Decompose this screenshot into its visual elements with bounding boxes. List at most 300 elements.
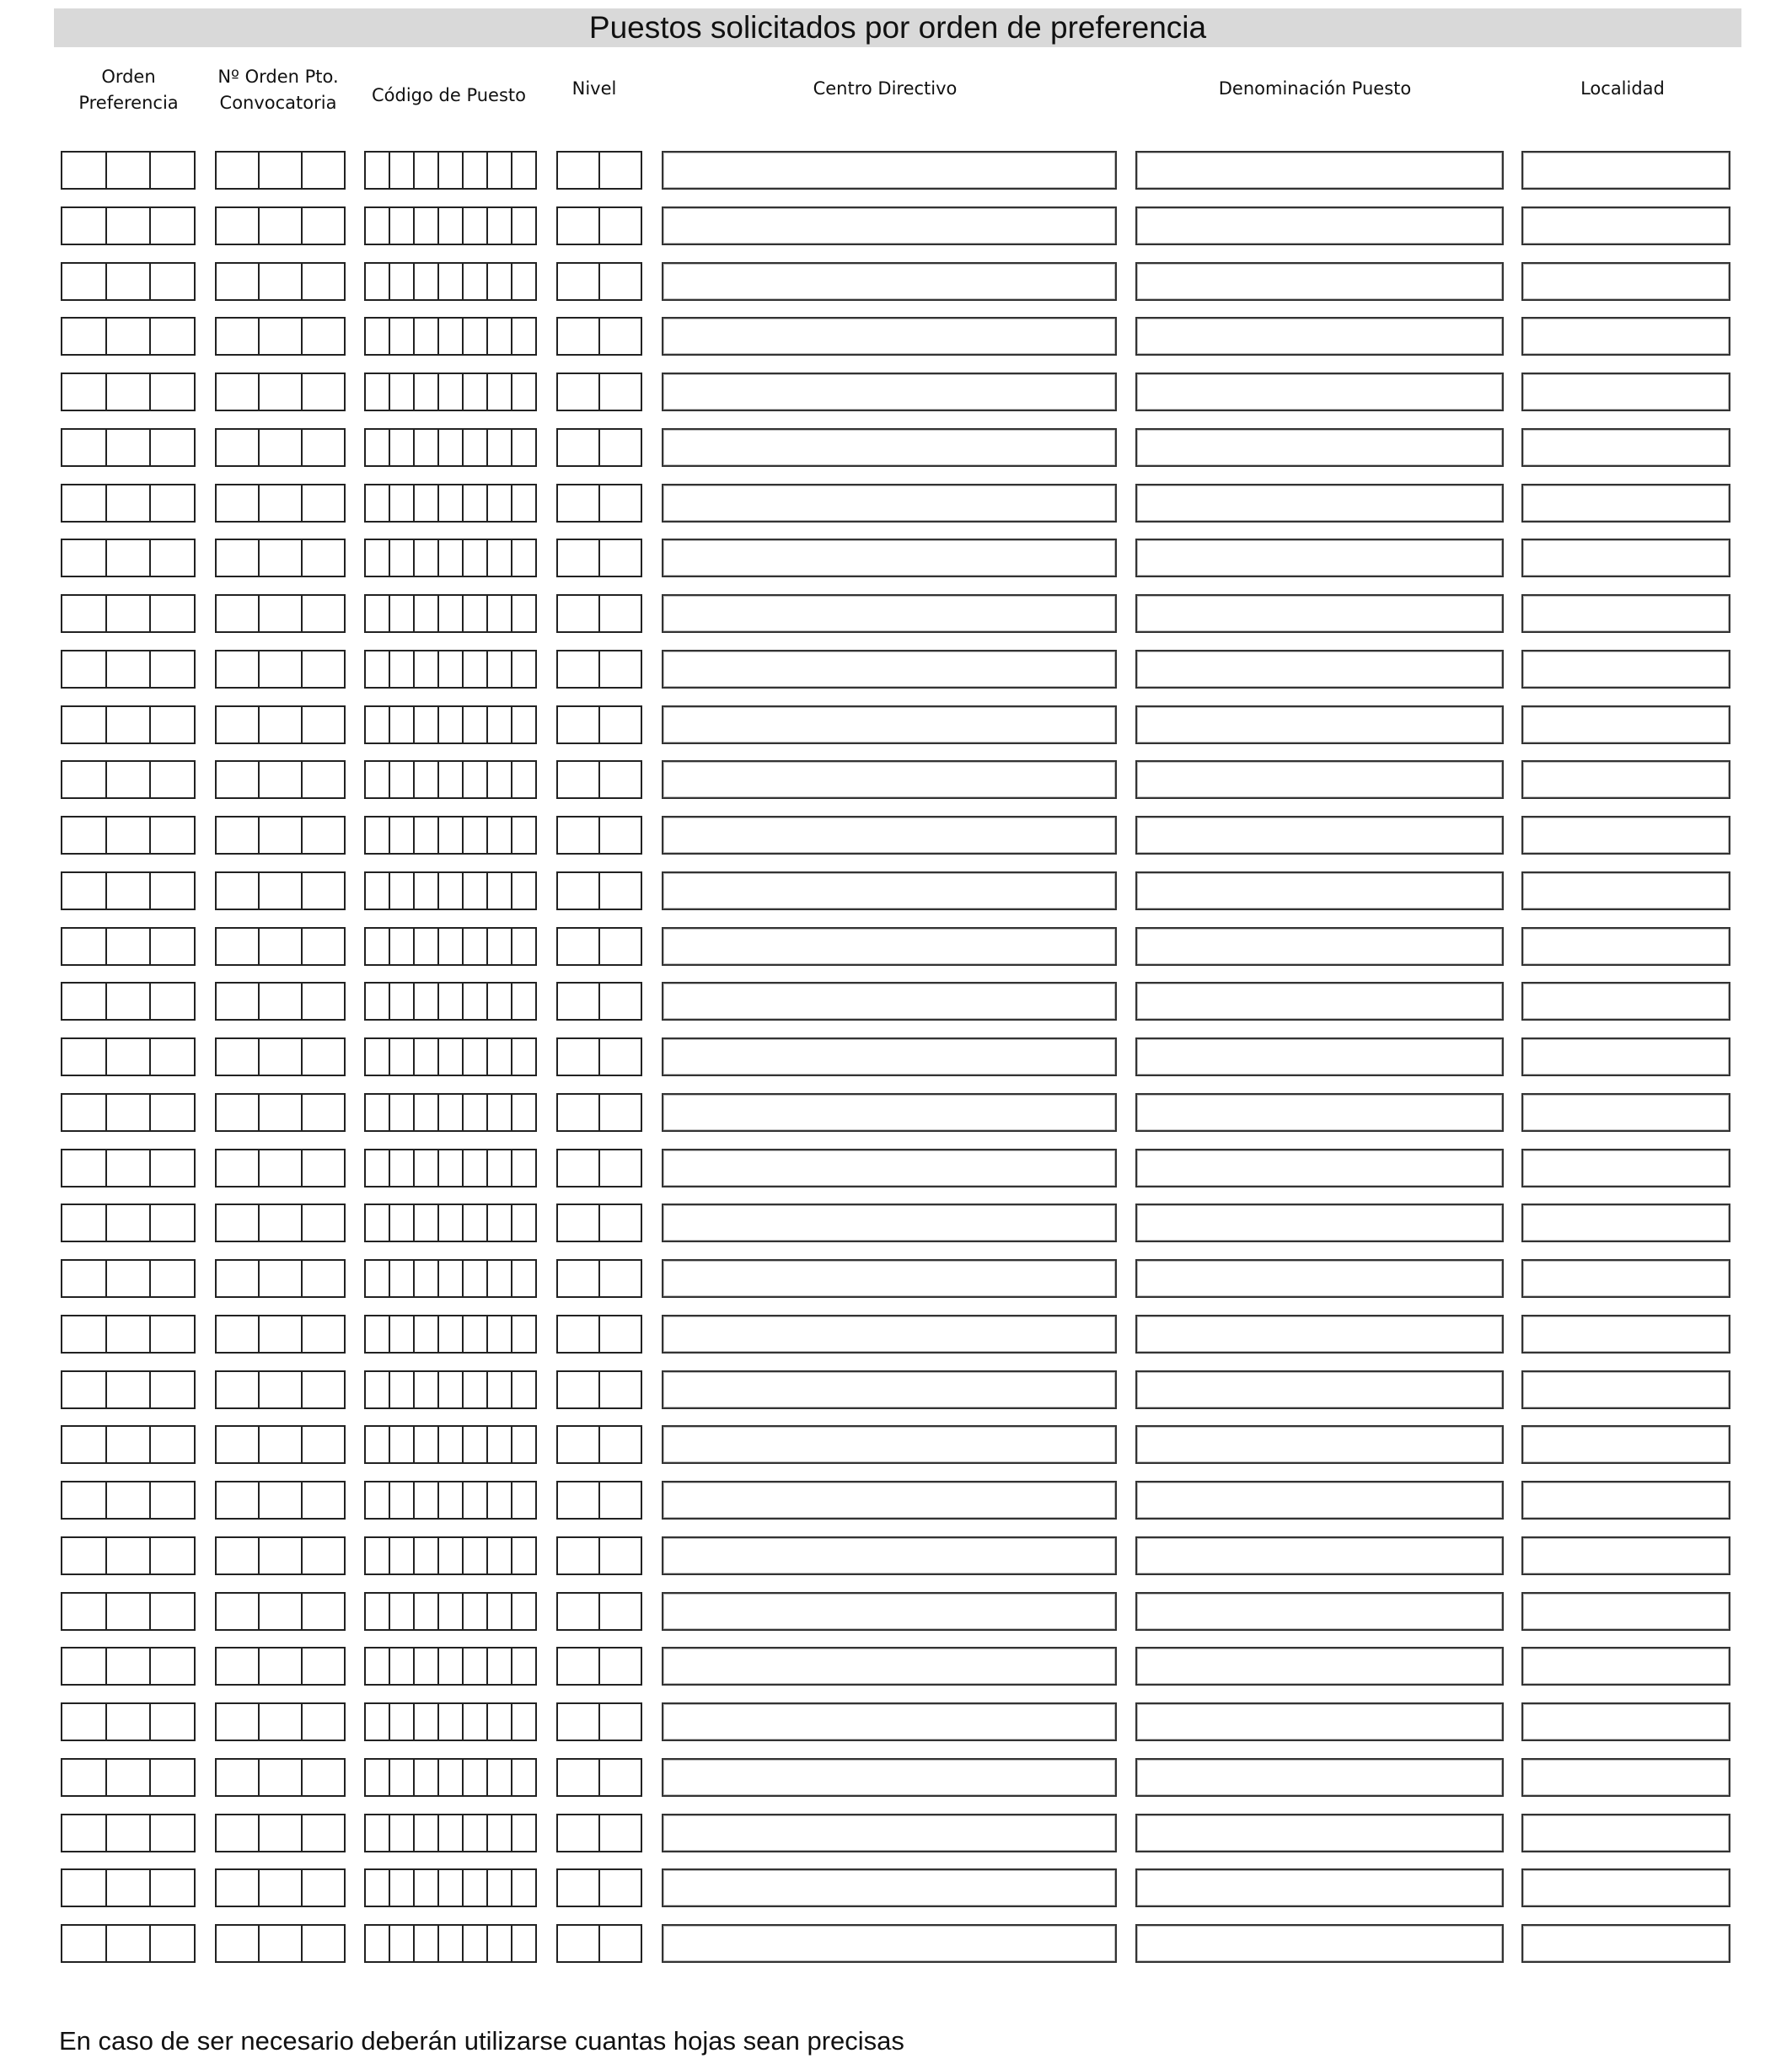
orden-preferencia-digit-box[interactable] — [105, 651, 150, 687]
n-orden-convocatoria-digit-box[interactable] — [301, 374, 344, 410]
denominacion-puesto-field[interactable] — [1135, 1868, 1504, 1907]
n-orden-convocatoria-digit-box[interactable] — [301, 1039, 344, 1075]
codigo-puesto-digit-box[interactable] — [462, 1039, 486, 1075]
n-orden-convocatoria-digit-box[interactable] — [217, 1594, 258, 1629]
localidad-field[interactable] — [1521, 428, 1730, 467]
n-orden-convocatoria-digit-box[interactable] — [301, 818, 344, 853]
n-orden-convocatoria-digit-box[interactable] — [258, 1870, 301, 1906]
nivel-digit-box[interactable] — [558, 430, 598, 465]
codigo-puesto-digit-box[interactable] — [366, 651, 389, 687]
codigo-puesto-digit-box[interactable] — [389, 1926, 413, 1961]
codigo-puesto-digit-box[interactable] — [486, 1704, 511, 1740]
codigo-puesto-digit-box[interactable] — [413, 1205, 437, 1241]
codigo-puesto-digit-box[interactable] — [413, 929, 437, 964]
codigo-puesto-digit-box[interactable] — [413, 1372, 437, 1407]
codigo-puesto-digit-box[interactable] — [437, 651, 462, 687]
n-orden-convocatoria-digit-box[interactable] — [217, 762, 258, 797]
orden-preferencia-digit-box[interactable] — [149, 1594, 194, 1629]
orden-preferencia-digit-box[interactable] — [149, 374, 194, 410]
orden-preferencia-digit-box[interactable] — [62, 1649, 105, 1684]
n-orden-convocatoria-digit-box[interactable] — [217, 485, 258, 521]
codigo-puesto-digit-box[interactable] — [511, 762, 535, 797]
nivel-digit-box[interactable] — [598, 707, 641, 743]
denominacion-puesto-field[interactable] — [1135, 1149, 1504, 1187]
codigo-puesto-digit-box[interactable] — [389, 485, 413, 521]
codigo-puesto-digit-box[interactable] — [511, 374, 535, 410]
orden-preferencia-digit-box[interactable] — [105, 1150, 150, 1186]
n-orden-convocatoria-digit-box[interactable] — [301, 319, 344, 354]
orden-preferencia-digit-box[interactable] — [149, 153, 194, 188]
nivel-digit-box[interactable] — [558, 1815, 598, 1851]
orden-preferencia-digit-box[interactable] — [149, 1704, 194, 1740]
codigo-puesto-digit-box[interactable] — [486, 374, 511, 410]
orden-preferencia-digit-box[interactable] — [62, 929, 105, 964]
codigo-puesto-digit-box[interactable] — [389, 540, 413, 576]
orden-preferencia-digit-box[interactable] — [105, 1704, 150, 1740]
localidad-field[interactable] — [1521, 1758, 1730, 1797]
nivel-digit-box[interactable] — [558, 1372, 598, 1407]
localidad-field[interactable] — [1521, 1037, 1730, 1076]
orden-preferencia-digit-box[interactable] — [149, 596, 194, 631]
codigo-puesto-digit-box[interactable] — [437, 1926, 462, 1961]
centro-directivo-field[interactable] — [662, 927, 1117, 966]
codigo-puesto-digit-box[interactable] — [389, 596, 413, 631]
codigo-puesto-digit-box[interactable] — [486, 319, 511, 354]
n-orden-convocatoria-digit-box[interactable] — [258, 1760, 301, 1795]
codigo-puesto-digit-box[interactable] — [511, 153, 535, 188]
codigo-puesto-digit-box[interactable] — [486, 1039, 511, 1075]
localidad-field[interactable] — [1521, 982, 1730, 1021]
codigo-puesto-digit-box[interactable] — [366, 485, 389, 521]
orden-preferencia-digit-box[interactable] — [149, 1649, 194, 1684]
orden-preferencia-digit-box[interactable] — [62, 1760, 105, 1795]
codigo-puesto-digit-box[interactable] — [413, 208, 437, 244]
denominacion-puesto-field[interactable] — [1135, 484, 1504, 523]
n-orden-convocatoria-digit-box[interactable] — [258, 1649, 301, 1684]
orden-preferencia-digit-box[interactable] — [149, 1316, 194, 1352]
nivel-digit-box[interactable] — [558, 1095, 598, 1130]
orden-preferencia-digit-box[interactable] — [105, 208, 150, 244]
codigo-puesto-digit-box[interactable] — [389, 1039, 413, 1075]
nivel-digit-box[interactable] — [598, 1261, 641, 1296]
denominacion-puesto-field[interactable] — [1135, 206, 1504, 245]
localidad-field[interactable] — [1521, 760, 1730, 799]
codigo-puesto-digit-box[interactable] — [486, 1815, 511, 1851]
codigo-puesto-digit-box[interactable] — [413, 1760, 437, 1795]
centro-directivo-field[interactable] — [662, 1037, 1117, 1076]
n-orden-convocatoria-digit-box[interactable] — [258, 1372, 301, 1407]
codigo-puesto-digit-box[interactable] — [486, 1150, 511, 1186]
codigo-puesto-digit-box[interactable] — [462, 1649, 486, 1684]
codigo-puesto-digit-box[interactable] — [462, 707, 486, 743]
nivel-digit-box[interactable] — [558, 1316, 598, 1352]
codigo-puesto-digit-box[interactable] — [511, 1760, 535, 1795]
nivel-digit-box[interactable] — [558, 929, 598, 964]
orden-preferencia-digit-box[interactable] — [149, 707, 194, 743]
codigo-puesto-digit-box[interactable] — [389, 264, 413, 299]
orden-preferencia-digit-box[interactable] — [62, 374, 105, 410]
nivel-digit-box[interactable] — [558, 984, 598, 1019]
codigo-puesto-digit-box[interactable] — [486, 1427, 511, 1462]
codigo-puesto-digit-box[interactable] — [389, 1150, 413, 1186]
codigo-puesto-digit-box[interactable] — [389, 1372, 413, 1407]
orden-preferencia-digit-box[interactable] — [149, 1427, 194, 1462]
denominacion-puesto-field[interactable] — [1135, 151, 1504, 190]
n-orden-convocatoria-digit-box[interactable] — [301, 1815, 344, 1851]
localidad-field[interactable] — [1521, 871, 1730, 910]
orden-preferencia-digit-box[interactable] — [149, 929, 194, 964]
codigo-puesto-digit-box[interactable] — [462, 153, 486, 188]
n-orden-convocatoria-digit-box[interactable] — [217, 596, 258, 631]
codigo-puesto-digit-box[interactable] — [511, 1095, 535, 1130]
codigo-puesto-digit-box[interactable] — [437, 1150, 462, 1186]
codigo-puesto-digit-box[interactable] — [437, 1594, 462, 1629]
nivel-digit-box[interactable] — [598, 818, 641, 853]
codigo-puesto-digit-box[interactable] — [511, 1649, 535, 1684]
nivel-digit-box[interactable] — [598, 762, 641, 797]
codigo-puesto-digit-box[interactable] — [437, 1760, 462, 1795]
codigo-puesto-digit-box[interactable] — [389, 873, 413, 909]
denominacion-puesto-field[interactable] — [1135, 1037, 1504, 1076]
denominacion-puesto-field[interactable] — [1135, 816, 1504, 855]
orden-preferencia-digit-box[interactable] — [62, 1316, 105, 1352]
codigo-puesto-digit-box[interactable] — [437, 1261, 462, 1296]
centro-directivo-field[interactable] — [662, 1149, 1117, 1187]
centro-directivo-field[interactable] — [662, 539, 1117, 577]
orden-preferencia-digit-box[interactable] — [62, 1870, 105, 1906]
localidad-field[interactable] — [1521, 373, 1730, 411]
codigo-puesto-digit-box[interactable] — [511, 319, 535, 354]
codigo-puesto-digit-box[interactable] — [389, 1815, 413, 1851]
codigo-puesto-digit-box[interactable] — [389, 430, 413, 465]
centro-directivo-field[interactable] — [662, 262, 1117, 301]
codigo-puesto-digit-box[interactable] — [486, 1926, 511, 1961]
codigo-puesto-digit-box[interactable] — [366, 1095, 389, 1130]
codigo-puesto-digit-box[interactable] — [389, 319, 413, 354]
codigo-puesto-digit-box[interactable] — [486, 540, 511, 576]
nivel-digit-box[interactable] — [558, 596, 598, 631]
orden-preferencia-digit-box[interactable] — [105, 153, 150, 188]
denominacion-puesto-field[interactable] — [1135, 1481, 1504, 1520]
n-orden-convocatoria-digit-box[interactable] — [301, 1261, 344, 1296]
orden-preferencia-digit-box[interactable] — [62, 485, 105, 521]
nivel-digit-box[interactable] — [598, 540, 641, 576]
orden-preferencia-digit-box[interactable] — [149, 1039, 194, 1075]
codigo-puesto-digit-box[interactable] — [486, 1538, 511, 1573]
codigo-puesto-digit-box[interactable] — [511, 1316, 535, 1352]
codigo-puesto-digit-box[interactable] — [389, 1095, 413, 1130]
orden-preferencia-digit-box[interactable] — [149, 1372, 194, 1407]
nivel-digit-box[interactable] — [558, 1205, 598, 1241]
codigo-puesto-digit-box[interactable] — [413, 374, 437, 410]
codigo-puesto-digit-box[interactable] — [437, 984, 462, 1019]
n-orden-convocatoria-digit-box[interactable] — [258, 1039, 301, 1075]
codigo-puesto-digit-box[interactable] — [437, 208, 462, 244]
n-orden-convocatoria-digit-box[interactable] — [217, 1538, 258, 1573]
codigo-puesto-digit-box[interactable] — [486, 818, 511, 853]
codigo-puesto-digit-box[interactable] — [511, 430, 535, 465]
n-orden-convocatoria-digit-box[interactable] — [258, 651, 301, 687]
codigo-puesto-digit-box[interactable] — [437, 485, 462, 521]
nivel-digit-box[interactable] — [598, 1760, 641, 1795]
codigo-puesto-digit-box[interactable] — [511, 1261, 535, 1296]
codigo-puesto-digit-box[interactable] — [511, 1704, 535, 1740]
codigo-puesto-digit-box[interactable] — [437, 762, 462, 797]
denominacion-puesto-field[interactable] — [1135, 1536, 1504, 1575]
codigo-puesto-digit-box[interactable] — [486, 153, 511, 188]
orden-preferencia-digit-box[interactable] — [62, 153, 105, 188]
n-orden-convocatoria-digit-box[interactable] — [258, 818, 301, 853]
n-orden-convocatoria-digit-box[interactable] — [217, 153, 258, 188]
denominacion-puesto-field[interactable] — [1135, 1259, 1504, 1298]
orden-preferencia-digit-box[interactable] — [105, 1261, 150, 1296]
centro-directivo-field[interactable] — [662, 1481, 1117, 1520]
centro-directivo-field[interactable] — [662, 1259, 1117, 1298]
codigo-puesto-digit-box[interactable] — [511, 1039, 535, 1075]
localidad-field[interactable] — [1521, 705, 1730, 744]
orden-preferencia-digit-box[interactable] — [149, 1150, 194, 1186]
codigo-puesto-digit-box[interactable] — [413, 1926, 437, 1961]
centro-directivo-field[interactable] — [662, 1924, 1117, 1963]
codigo-puesto-digit-box[interactable] — [437, 596, 462, 631]
n-orden-convocatoria-digit-box[interactable] — [301, 485, 344, 521]
denominacion-puesto-field[interactable] — [1135, 650, 1504, 689]
orden-preferencia-digit-box[interactable] — [62, 873, 105, 909]
n-orden-convocatoria-digit-box[interactable] — [258, 1427, 301, 1462]
n-orden-convocatoria-digit-box[interactable] — [217, 707, 258, 743]
codigo-puesto-digit-box[interactable] — [366, 1372, 389, 1407]
n-orden-convocatoria-digit-box[interactable] — [217, 374, 258, 410]
nivel-digit-box[interactable] — [598, 651, 641, 687]
orden-preferencia-digit-box[interactable] — [105, 319, 150, 354]
orden-preferencia-digit-box[interactable] — [62, 762, 105, 797]
codigo-puesto-digit-box[interactable] — [389, 1760, 413, 1795]
centro-directivo-field[interactable] — [662, 1093, 1117, 1132]
codigo-puesto-digit-box[interactable] — [462, 1482, 486, 1518]
centro-directivo-field[interactable] — [662, 1204, 1117, 1242]
n-orden-convocatoria-digit-box[interactable] — [301, 1594, 344, 1629]
codigo-puesto-digit-box[interactable] — [413, 873, 437, 909]
codigo-puesto-digit-box[interactable] — [366, 1926, 389, 1961]
codigo-puesto-digit-box[interactable] — [437, 319, 462, 354]
codigo-puesto-digit-box[interactable] — [389, 208, 413, 244]
codigo-puesto-digit-box[interactable] — [511, 264, 535, 299]
orden-preferencia-digit-box[interactable] — [62, 1704, 105, 1740]
codigo-puesto-digit-box[interactable] — [486, 1205, 511, 1241]
orden-preferencia-digit-box[interactable] — [105, 1039, 150, 1075]
n-orden-convocatoria-digit-box[interactable] — [301, 1538, 344, 1573]
n-orden-convocatoria-digit-box[interactable] — [258, 374, 301, 410]
orden-preferencia-digit-box[interactable] — [62, 1815, 105, 1851]
n-orden-convocatoria-digit-box[interactable] — [301, 540, 344, 576]
orden-preferencia-digit-box[interactable] — [105, 430, 150, 465]
codigo-puesto-digit-box[interactable] — [486, 762, 511, 797]
orden-preferencia-digit-box[interactable] — [149, 818, 194, 853]
codigo-puesto-digit-box[interactable] — [462, 485, 486, 521]
codigo-puesto-digit-box[interactable] — [462, 596, 486, 631]
nivel-digit-box[interactable] — [558, 485, 598, 521]
orden-preferencia-digit-box[interactable] — [149, 1538, 194, 1573]
codigo-puesto-digit-box[interactable] — [389, 153, 413, 188]
centro-directivo-field[interactable] — [662, 1647, 1117, 1686]
codigo-puesto-digit-box[interactable] — [486, 1594, 511, 1629]
codigo-puesto-digit-box[interactable] — [437, 1482, 462, 1518]
nivel-digit-box[interactable] — [558, 1039, 598, 1075]
n-orden-convocatoria-digit-box[interactable] — [217, 1815, 258, 1851]
localidad-field[interactable] — [1521, 539, 1730, 577]
n-orden-convocatoria-digit-box[interactable] — [258, 430, 301, 465]
nivel-digit-box[interactable] — [598, 596, 641, 631]
nivel-digit-box[interactable] — [598, 1704, 641, 1740]
codigo-puesto-digit-box[interactable] — [413, 540, 437, 576]
n-orden-convocatoria-digit-box[interactable] — [258, 596, 301, 631]
codigo-puesto-digit-box[interactable] — [413, 1870, 437, 1906]
localidad-field[interactable] — [1521, 1702, 1730, 1741]
codigo-puesto-digit-box[interactable] — [462, 1926, 486, 1961]
codigo-puesto-digit-box[interactable] — [486, 1482, 511, 1518]
codigo-puesto-digit-box[interactable] — [462, 1760, 486, 1795]
orden-preferencia-digit-box[interactable] — [105, 264, 150, 299]
codigo-puesto-digit-box[interactable] — [511, 1372, 535, 1407]
codigo-puesto-digit-box[interactable] — [462, 1261, 486, 1296]
codigo-puesto-digit-box[interactable] — [511, 929, 535, 964]
n-orden-convocatoria-digit-box[interactable] — [258, 1926, 301, 1961]
denominacion-puesto-field[interactable] — [1135, 317, 1504, 356]
codigo-puesto-digit-box[interactable] — [366, 818, 389, 853]
orden-preferencia-digit-box[interactable] — [149, 1926, 194, 1961]
n-orden-convocatoria-digit-box[interactable] — [217, 651, 258, 687]
n-orden-convocatoria-digit-box[interactable] — [301, 1870, 344, 1906]
n-orden-convocatoria-digit-box[interactable] — [301, 873, 344, 909]
codigo-puesto-digit-box[interactable] — [462, 929, 486, 964]
n-orden-convocatoria-digit-box[interactable] — [258, 1704, 301, 1740]
codigo-puesto-digit-box[interactable] — [437, 929, 462, 964]
centro-directivo-field[interactable] — [662, 484, 1117, 523]
codigo-puesto-digit-box[interactable] — [462, 651, 486, 687]
orden-preferencia-digit-box[interactable] — [62, 1039, 105, 1075]
nivel-digit-box[interactable] — [598, 1926, 641, 1961]
orden-preferencia-digit-box[interactable] — [105, 1815, 150, 1851]
codigo-puesto-digit-box[interactable] — [437, 1704, 462, 1740]
n-orden-convocatoria-digit-box[interactable] — [301, 1205, 344, 1241]
codigo-puesto-digit-box[interactable] — [389, 818, 413, 853]
nivel-digit-box[interactable] — [558, 707, 598, 743]
nivel-digit-box[interactable] — [558, 818, 598, 853]
n-orden-convocatoria-digit-box[interactable] — [217, 208, 258, 244]
codigo-puesto-digit-box[interactable] — [366, 430, 389, 465]
codigo-puesto-digit-box[interactable] — [486, 1316, 511, 1352]
n-orden-convocatoria-digit-box[interactable] — [258, 707, 301, 743]
codigo-puesto-digit-box[interactable] — [486, 1760, 511, 1795]
denominacion-puesto-field[interactable] — [1135, 262, 1504, 301]
codigo-puesto-digit-box[interactable] — [486, 651, 511, 687]
orden-preferencia-digit-box[interactable] — [105, 762, 150, 797]
n-orden-convocatoria-digit-box[interactable] — [301, 1704, 344, 1740]
orden-preferencia-digit-box[interactable] — [62, 540, 105, 576]
codigo-puesto-digit-box[interactable] — [462, 319, 486, 354]
codigo-puesto-digit-box[interactable] — [462, 1095, 486, 1130]
nivel-digit-box[interactable] — [598, 1150, 641, 1186]
nivel-digit-box[interactable] — [598, 1372, 641, 1407]
centro-directivo-field[interactable] — [662, 1592, 1117, 1631]
n-orden-convocatoria-digit-box[interactable] — [301, 1427, 344, 1462]
codigo-puesto-digit-box[interactable] — [366, 873, 389, 909]
codigo-puesto-digit-box[interactable] — [413, 264, 437, 299]
localidad-field[interactable] — [1521, 262, 1730, 301]
codigo-puesto-digit-box[interactable] — [389, 1870, 413, 1906]
localidad-field[interactable] — [1521, 1814, 1730, 1852]
nivel-digit-box[interactable] — [558, 1150, 598, 1186]
codigo-puesto-digit-box[interactable] — [486, 264, 511, 299]
orden-preferencia-digit-box[interactable] — [149, 1815, 194, 1851]
n-orden-convocatoria-digit-box[interactable] — [258, 1205, 301, 1241]
nivel-digit-box[interactable] — [558, 1760, 598, 1795]
localidad-field[interactable] — [1521, 927, 1730, 966]
codigo-puesto-digit-box[interactable] — [366, 264, 389, 299]
nivel-digit-box[interactable] — [598, 374, 641, 410]
codigo-puesto-digit-box[interactable] — [486, 1870, 511, 1906]
nivel-digit-box[interactable] — [558, 264, 598, 299]
nivel-digit-box[interactable] — [558, 1538, 598, 1573]
denominacion-puesto-field[interactable] — [1135, 1702, 1504, 1741]
codigo-puesto-digit-box[interactable] — [462, 1538, 486, 1573]
codigo-puesto-digit-box[interactable] — [366, 929, 389, 964]
codigo-puesto-digit-box[interactable] — [462, 1427, 486, 1462]
orden-preferencia-digit-box[interactable] — [62, 1261, 105, 1296]
n-orden-convocatoria-digit-box[interactable] — [217, 929, 258, 964]
denominacion-puesto-field[interactable] — [1135, 1425, 1504, 1464]
nivel-digit-box[interactable] — [598, 1039, 641, 1075]
codigo-puesto-digit-box[interactable] — [389, 1261, 413, 1296]
codigo-puesto-digit-box[interactable] — [389, 651, 413, 687]
orden-preferencia-digit-box[interactable] — [62, 1594, 105, 1629]
orden-preferencia-digit-box[interactable] — [149, 485, 194, 521]
nivel-digit-box[interactable] — [598, 873, 641, 909]
codigo-puesto-digit-box[interactable] — [413, 1594, 437, 1629]
orden-preferencia-digit-box[interactable] — [105, 596, 150, 631]
orden-preferencia-digit-box[interactable] — [149, 264, 194, 299]
codigo-puesto-digit-box[interactable] — [486, 1649, 511, 1684]
orden-preferencia-digit-box[interactable] — [62, 707, 105, 743]
codigo-puesto-digit-box[interactable] — [389, 1427, 413, 1462]
codigo-puesto-digit-box[interactable] — [511, 1538, 535, 1573]
codigo-puesto-digit-box[interactable] — [389, 1316, 413, 1352]
codigo-puesto-digit-box[interactable] — [389, 762, 413, 797]
localidad-field[interactable] — [1521, 594, 1730, 633]
codigo-puesto-digit-box[interactable] — [366, 319, 389, 354]
orden-preferencia-digit-box[interactable] — [105, 873, 150, 909]
centro-directivo-field[interactable] — [662, 1536, 1117, 1575]
n-orden-convocatoria-digit-box[interactable] — [301, 651, 344, 687]
n-orden-convocatoria-digit-box[interactable] — [258, 873, 301, 909]
codigo-puesto-digit-box[interactable] — [413, 1649, 437, 1684]
codigo-puesto-digit-box[interactable] — [413, 762, 437, 797]
codigo-puesto-digit-box[interactable] — [462, 1205, 486, 1241]
nivel-digit-box[interactable] — [598, 1870, 641, 1906]
n-orden-convocatoria-digit-box[interactable] — [217, 1482, 258, 1518]
codigo-puesto-digit-box[interactable] — [511, 1870, 535, 1906]
nivel-digit-box[interactable] — [598, 1427, 641, 1462]
codigo-puesto-digit-box[interactable] — [413, 153, 437, 188]
codigo-puesto-digit-box[interactable] — [389, 1482, 413, 1518]
codigo-puesto-digit-box[interactable] — [437, 1649, 462, 1684]
nivel-digit-box[interactable] — [598, 1316, 641, 1352]
codigo-puesto-digit-box[interactable] — [462, 1870, 486, 1906]
n-orden-convocatoria-digit-box[interactable] — [217, 540, 258, 576]
n-orden-convocatoria-digit-box[interactable] — [258, 1594, 301, 1629]
codigo-puesto-digit-box[interactable] — [511, 1482, 535, 1518]
orden-preferencia-digit-box[interactable] — [62, 430, 105, 465]
